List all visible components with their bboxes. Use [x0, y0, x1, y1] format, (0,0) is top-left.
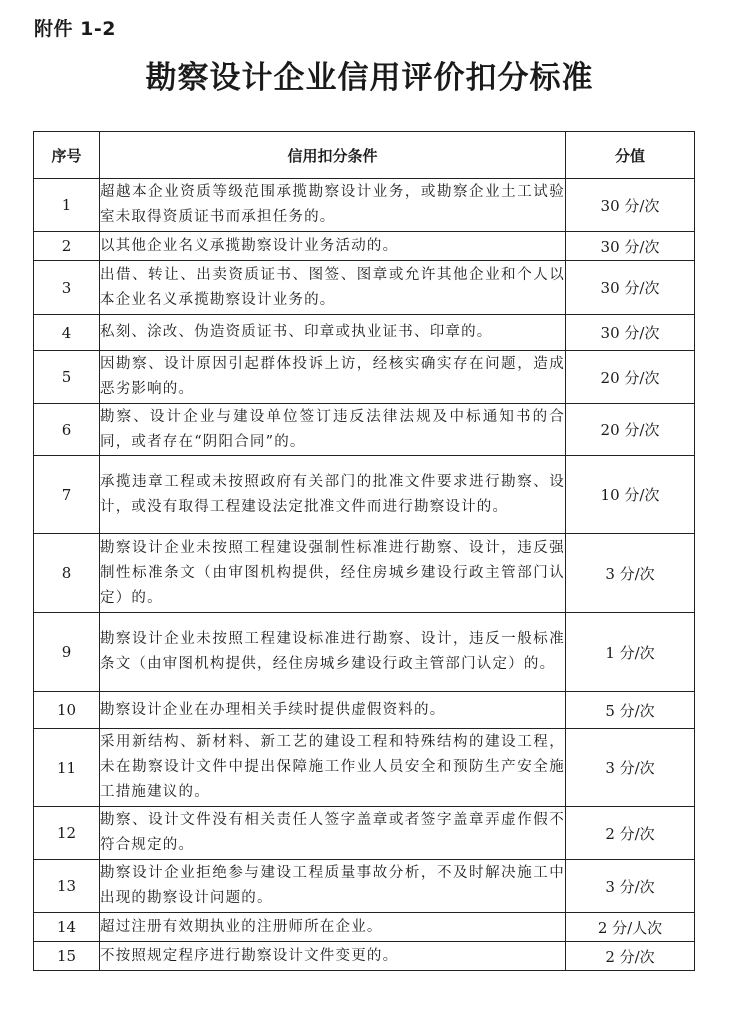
header-condition: 信用扣分条件 — [100, 132, 566, 179]
row-no: 2 — [34, 232, 100, 261]
row-no: 4 — [34, 315, 100, 351]
row-condition: 勘察、设计文件没有相关责任人签字盖章或者签字盖章弄虚作假不符合规定的。 — [100, 807, 566, 860]
table-row — [34, 942, 695, 971]
row-score: 2 分/人次 — [566, 913, 695, 942]
row-condition: 出借、转让、出卖资质证书、图签、图章或允许其他企业和个人以本企业名义承揽勘察设计业务的。 — [100, 261, 566, 315]
row-score: 30 分/次 — [566, 261, 695, 315]
row-condition: 不按照规定程序进行勘察设计文件变更的。 — [100, 942, 566, 971]
table-header-row — [34, 132, 695, 179]
row-no: 12 — [34, 807, 100, 860]
row-no: 5 — [34, 351, 100, 404]
deduction-standard-table — [33, 131, 695, 971]
table-row — [34, 807, 695, 860]
row-condition: 承揽违章工程或未按照政府有关部门的批准文件要求进行勘察、设计，或没有取得工程建设法定批准文件而进行勘察设计的。 — [100, 456, 566, 534]
row-score: 2 分/次 — [566, 942, 695, 971]
table-row — [34, 179, 695, 232]
row-score: 2 分/次 — [566, 807, 695, 860]
row-condition: 勘察设计企业未按照工程建设标准进行勘察、设计，违反一般标准条文（由审图机构提供，经住房城乡建设行政主管部门认定）的。 — [100, 613, 566, 692]
row-no: 1 — [34, 179, 100, 232]
row-condition: 勘察设计企业未按照工程建设强制性标准进行勘察、设计，违反强制性标准条文（由审图机构提供，经住房城乡建设行政主管部门认定）的。 — [100, 534, 566, 613]
row-no: 3 — [34, 261, 100, 315]
row-score: 30 分/次 — [566, 315, 695, 351]
row-condition: 超过注册有效期执业的注册师所在企业。 — [100, 913, 566, 942]
row-score: 30 分/次 — [566, 179, 695, 232]
row-no: 11 — [34, 729, 100, 807]
row-condition: 勘察设计企业拒绝参与建设工程质量事故分析，不及时解决施工中出现的勘察设计问题的。 — [100, 860, 566, 913]
row-condition: 勘察、设计企业与建设单位签订违反法律法规及中标通知书的合同，或者存在“阴阳合同”的。 — [100, 404, 566, 456]
row-condition: 采用新结构、新材料、新工艺的建设工程和特殊结构的建设工程，未在勘察设计文件中提出保障施工作业人员安全和预防生产安全施工措施建议的。 — [100, 729, 566, 807]
row-no: 10 — [34, 692, 100, 729]
row-score: 3 分/次 — [566, 729, 695, 807]
row-condition: 因勘察、设计原因引起群体投诉上访，经核实确实存在问题，造成恶劣影响的。 — [100, 351, 566, 404]
row-no: 13 — [34, 860, 100, 913]
table-row — [34, 351, 695, 404]
table-row — [34, 404, 695, 456]
row-no: 9 — [34, 613, 100, 692]
row-score: 30 分/次 — [566, 232, 695, 261]
row-no: 8 — [34, 534, 100, 613]
attachment-label: 附件 1-2 — [34, 18, 116, 40]
row-score: 20 分/次 — [566, 404, 695, 456]
row-score: 20 分/次 — [566, 351, 695, 404]
row-no: 14 — [34, 913, 100, 942]
table-row — [34, 315, 695, 351]
row-no: 7 — [34, 456, 100, 534]
header-score: 分值 — [566, 132, 695, 179]
row-condition: 以其他企业名义承揽勘察设计业务活动的。 — [100, 232, 566, 261]
row-score: 3 分/次 — [566, 534, 695, 613]
table-row — [34, 692, 695, 729]
table-row — [34, 860, 695, 913]
row-score: 5 分/次 — [566, 692, 695, 729]
table-row — [34, 913, 695, 942]
row-no: 6 — [34, 404, 100, 456]
row-no: 15 — [34, 942, 100, 971]
table-row — [34, 534, 695, 613]
table-row — [34, 456, 695, 534]
row-score: 10 分/次 — [566, 456, 695, 534]
row-score: 3 分/次 — [566, 860, 695, 913]
row-condition: 私刻、涂改、伪造资质证书、印章或执业证书、印章的。 — [100, 315, 566, 351]
table-row — [34, 729, 695, 807]
row-condition: 超越本企业资质等级范围承揽勘察设计业务，或勘察企业土工试验室未取得资质证书而承担任务的。 — [100, 179, 566, 232]
header-no: 序号 — [34, 132, 100, 179]
table-row — [34, 261, 695, 315]
table-row — [34, 613, 695, 692]
page-title: 勘察设计企业信用评价扣分标准 — [145, 60, 594, 96]
row-condition: 勘察设计企业在办理相关手续时提供虚假资料的。 — [100, 692, 566, 729]
row-score: 1 分/次 — [566, 613, 695, 692]
table-row — [34, 232, 695, 261]
